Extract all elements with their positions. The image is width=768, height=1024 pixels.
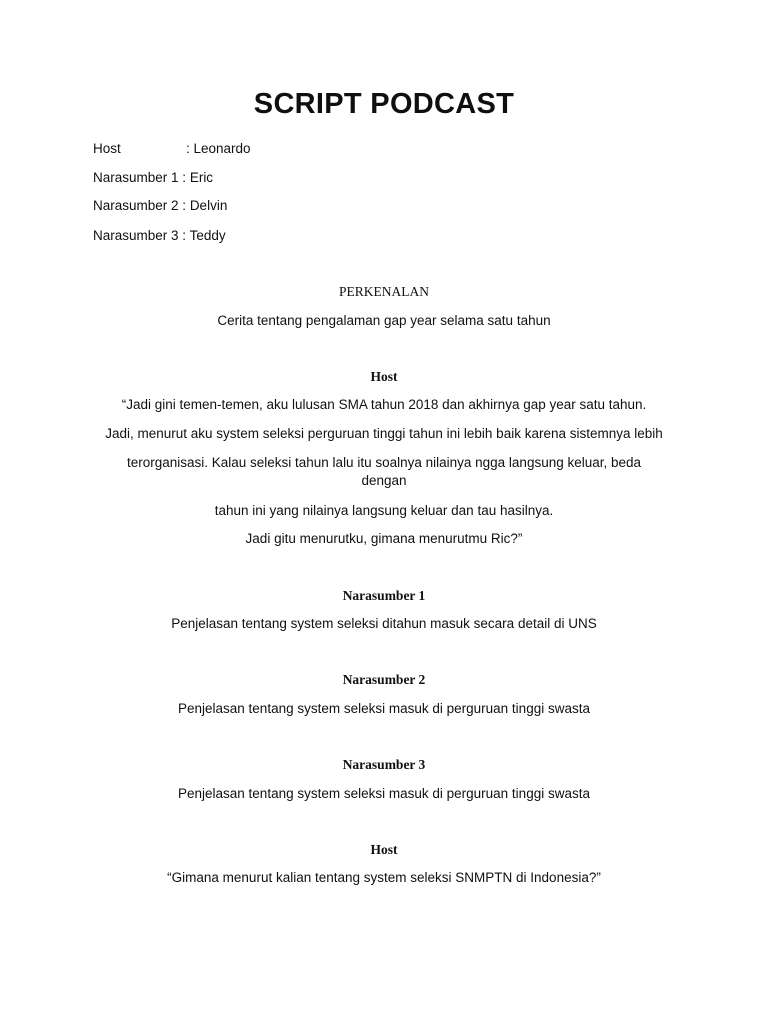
narasumber-3-text: Penjelasan tentang system seleksi masuk di perguruan tinggi swasta — [178, 786, 590, 801]
cast-separator: : — [186, 141, 194, 156]
host-1-line: tahun ini yang nilainya langsung keluar dan tau hasilnya. — [214, 503, 554, 518]
host-1-line: Jadi gitu menurutku, gimana menurutmu Ric?” — [245, 531, 523, 546]
cast-narasumber-3 — [93, 227, 226, 245]
narasumber-1-text: Penjelasan tentang system seleksi ditahun masuk secara detail di UNS — [171, 616, 597, 631]
host-2-heading: Host — [370, 842, 398, 857]
cast-name: Eric — [189, 170, 214, 185]
cast-host — [93, 140, 251, 158]
host-1-heading: Host — [370, 369, 398, 384]
narasumber-3-heading: Narasumber 3 — [342, 757, 426, 772]
cast-role: Narasumber 2 — [93, 198, 179, 213]
document-title: SCRIPT PODCAST — [253, 88, 515, 120]
cast-separator: : — [178, 228, 190, 243]
cast-role: Narasumber 3 — [93, 228, 179, 243]
cast-name: Leonardo — [193, 141, 251, 156]
cast-role: Host — [93, 141, 121, 156]
intro-heading: PERKENALAN — [339, 284, 429, 299]
intro-text: Cerita tentang pengalaman gap year selama satu tahun — [217, 313, 551, 328]
narasumber-2-text: Penjelasan tentang system seleksi masuk di perguruan tinggi swasta — [178, 701, 590, 716]
host-1-line: “Jadi gini temen-temen, aku lulusan SMA tahun 2018 dan akhirnya gap year satu tahun. — [121, 397, 647, 412]
host-2-text: “Gimana menurut kalian tentang system seleksi SNMPTN di Indonesia?” — [167, 870, 601, 885]
narasumber-1-heading: Narasumber 1 — [342, 588, 426, 603]
cast-separator: : — [178, 198, 190, 213]
cast-narasumber-2 — [93, 197, 227, 215]
host-1-line: Jadi, menurut aku system seleksi perguruan tinggi tahun ini lebih baik karena sistemnya lebih — [105, 426, 663, 441]
cast-role: Narasumber 1 — [93, 170, 179, 185]
host-1-line: dengan — [361, 473, 407, 488]
cast-name: Delvin — [189, 198, 228, 213]
cast-narasumber-1 — [93, 169, 213, 187]
cast-separator: : — [178, 170, 190, 185]
host-1-line: terorganisasi. Kalau seleksi tahun lalu itu soalnya nilainya ngga langsung keluar, beda — [126, 455, 642, 470]
cast-name: Teddy — [189, 228, 226, 243]
narasumber-2-heading: Narasumber 2 — [342, 672, 426, 687]
